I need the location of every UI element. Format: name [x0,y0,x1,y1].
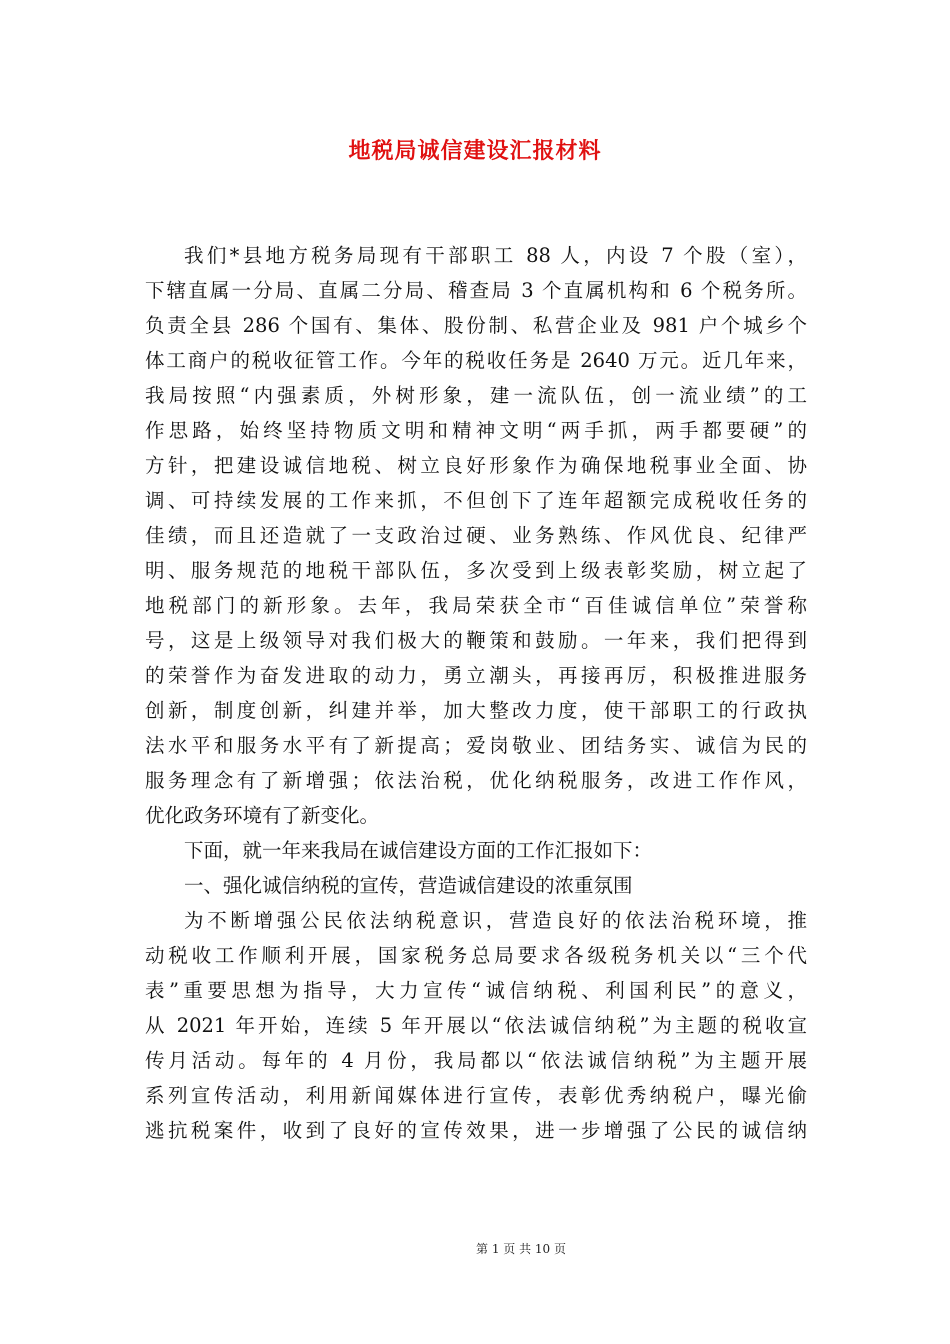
text-line: 服务理念有了新增强；依法治税，优化纳税服务，改进工作作风， [145,769,807,792]
text-line: 负责全县 286 个国有、集体、股份制、私营企业及 981 户个城乡个 [145,314,807,337]
text-line: 方针，把建设诚信地税、树立良好形象作为确保地税事业全面、协 [145,454,807,477]
text-line: 调、可持续发展的工作来抓，不但创下了连年超额完成税收任务的 [145,489,807,512]
text-line: 表”重要思想为指导，大力宣传“诚信纳税、利国利民”的意义， [145,979,807,1002]
text-line: 体工商户的税收征管工作。今年的税收任务是 2640 万元。近几年来， [145,349,807,372]
text-line: 下面，就一年来我局在诚信建设方面的工作汇报如下： [184,839,653,862]
text-line: 我局按照“内强素质，外树形象，建一流队伍，创一流业绩”的工 [145,384,807,407]
text-line: 创新，制度创新，纠建并举，加大整改力度，使干部职工的行政执 [145,699,807,722]
text-line: 传月活动。每年的 4 月份，我局都以“依法诚信纳税”为主题开展 [145,1049,807,1072]
text-line: 动税收工作顺利开展，国家税务总局要求各级税务机关以“三个代 [145,944,807,967]
text-line: 的荣誉作为奋发进取的动力，勇立潮头，再接再厉，积极推进服务 [145,664,807,687]
text-line: 地税部门的新形象。去年，我局荣获全市“百佳诚信单位”荣誉称 [145,594,807,617]
text-line: 明、服务规范的地税干部队伍，多次受到上级表彰奖励，树立起了 [145,559,807,582]
text-line: 优化政务环境有了新变化。 [145,804,380,827]
text-line: 为不断增强公民依法纳税意识，营造良好的依法治税环境，推 [184,909,807,932]
paragraph-transition [145,833,807,868]
text-line: 我们*县地方税务局现有干部职工 88 人，内设 7 个股（室）， [184,244,807,267]
text-line: 作思路，始终坚持物质文明和精神文明“两手抓，两手都要硬”的 [145,419,807,442]
paragraph-intro [145,238,807,833]
text-line: 逃抗税案件，收到了良好的宣传效果，进一步增强了公民的诚信纳 [145,1119,807,1142]
text-line: 从 2021 年开始，连续 5 年开展以“依法诚信纳税”为主题的税收宣 [145,1014,807,1037]
section-heading-text: 一、强化诚信纳税的宣传，营造诚信建设的浓重氛围 [184,874,633,897]
text-line: 系列宣传活动，利用新闻媒体进行宣传，表彰优秀纳税户，曝光偷 [145,1084,807,1107]
text-line: 法水平和服务水平有了新提高；爱岗敬业、团结务实、诚信为民的 [145,734,807,757]
section-heading [145,868,807,903]
document-title: 地税局诚信建设汇报材料 [348,138,602,164]
document-body [145,238,807,1148]
paragraph-publicity [145,903,807,1148]
text-line: 下辖直属一分局、直属二分局、稽查局 3 个直属机构和 6 个税务所。 [145,279,807,302]
text-line: 佳绩，而且还造就了一支政治过硬、业务熟练、作风优良、纪律严 [145,524,807,547]
text-line: 号，这是上级领导对我们极大的鞭策和鼓励。一年来，我们把得到 [145,629,807,652]
page-number: 第 1 页 共 10 页 [476,1242,566,1256]
